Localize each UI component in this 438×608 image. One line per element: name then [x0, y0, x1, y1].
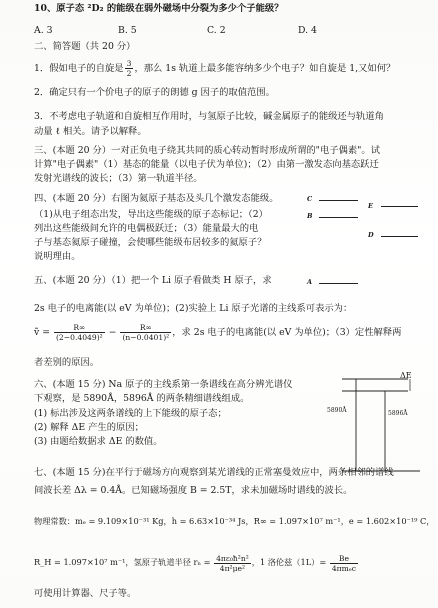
section2-q2: 2．确定只有一个价电子的原子的朗德 g 因子的取值范围。 — [34, 87, 275, 98]
level-line-b — [319, 217, 358, 218]
term2-denominator: (n−0.0401)² — [122, 333, 170, 342]
section7-line1: 七、(本题 15 分)在平行于磁场方向观察到某光谱线的正常塞曼效应中，两条相邻的谱线 — [34, 467, 394, 478]
level-label-d: D — [368, 231, 374, 239]
section6-line1: 六、(本题 15 分) Na 原子的主线系第一条谱线在高分辨光谱仪 — [34, 379, 293, 390]
orbit-radius-fraction — [214, 554, 251, 573]
spin-fraction — [125, 59, 134, 78]
orbit-radius-numerator: 4πε₀ħ²n² — [216, 553, 249, 563]
spin-fraction-denominator: 2 — [126, 69, 132, 78]
section2-q1-text-a: 1．假如电子的自旋是 — [34, 63, 124, 74]
constants-line1: 物理常数：mₑ = 9.109×10⁻³¹ Kg，h = 6.63×10⁻³⁴ Js，R∞ = 1.097×10⁷ m⁻¹，e = 1.602×10⁻¹⁹ C， — [34, 516, 435, 526]
level-line-e — [381, 206, 418, 207]
wavenumber-symbol: ṽ = — [34, 327, 50, 338]
level-line-d — [381, 236, 418, 237]
section6-line4: (2) 解释 ΔE 产生的原因； — [34, 422, 144, 433]
section3-line1: 三、(本题 20 分）一对正负电子绕其共同的质心转动暂时形成所谓的"电子偶素"。试 — [34, 145, 381, 156]
lithium-series-formula — [34, 323, 401, 343]
constants-line2 — [34, 552, 359, 573]
level-label-c: C — [307, 195, 313, 203]
section6-line3: (1) 标出涉及这两条谱线的上下能级的原子态； — [34, 408, 227, 419]
orbit-radius-denominator: 4π²μe² — [219, 563, 246, 573]
q10-stem-line — [34, 2, 283, 15]
level-label-a: A — [307, 278, 313, 286]
section5-line4: 者差别的原因。 — [34, 357, 100, 368]
delta-e-label: ΔE — [400, 371, 412, 380]
level-label-b: B — [307, 212, 313, 220]
section5-line1: 五、(本题 20 分）（1）把一个 Li 原子看做类 H 原子，求 — [34, 275, 272, 286]
section2-q3-line2: 动量 ℓ 相关。请予以解释。 — [34, 126, 147, 137]
section3-line3: 发射光谱线的波长；（3）第一轨道半径。 — [34, 173, 203, 184]
q10-option-a: A. 3 — [34, 25, 53, 36]
section7-line2: 间波长差 Δλ = 0.4Å。已知磁场强度 B = 2.5T，求未加磁场时谱线的波长。 — [34, 485, 353, 496]
tools-note: 可使用计算器、尺子等。 — [34, 588, 137, 599]
q10-option-d: D. 4 — [298, 25, 317, 36]
level-label-e: E — [368, 202, 373, 210]
section2-q3-line1: 3．不考虑电子轨道和自旋相互作用时，与氢原子比较，碱金属原子的能级还与轨道角 — [34, 111, 384, 122]
term-fraction-1 — [54, 323, 105, 342]
lorentz-numerator: Be — [330, 554, 358, 564]
sodium-diagram-lines — [340, 374, 426, 476]
section4-line2: （1)从电子组态出发，导出这些能级的原子态标记；（2） — [34, 209, 268, 220]
section4-line3: 列出这些能级间允许的电偶极跃迁；（3）能量最大的电 — [34, 223, 259, 234]
section2-q1 — [34, 59, 395, 78]
minus-sign: − — [108, 327, 117, 338]
term2-numerator: R∞ — [120, 323, 171, 333]
wavelength-5890-label: 5890Å — [327, 407, 347, 414]
q10-number: 10、 — [34, 3, 57, 14]
term1-denominator: (2−0.4049)² — [55, 333, 103, 342]
section4-line1: 四、(本题 20 分）右图为氦原子基态及头几个激发态能级。 — [34, 193, 279, 204]
section2-heading: 二、简答题（共 20 分） — [34, 41, 136, 52]
level-line-a — [319, 283, 358, 284]
section6-line2: 下观察，是 5890Å，5896Å 的两条精细谱线组成。 — [34, 393, 250, 404]
wavelength-5896-label: 5896Å — [388, 410, 408, 417]
section2-q1-text-b: ，那么 1s 轨道上最多能容纳多少个电子？如自旋是 1,又如何？ — [134, 63, 396, 74]
lorentz-unit-fraction — [330, 554, 358, 573]
section4-line5: 说明理由。 — [34, 251, 81, 262]
spin-fraction-numerator: 3 — [126, 59, 132, 68]
q10-stem: 原子态 ²D₂ 的能级在弱外磁场中分裂为多少个子能级？ — [56, 3, 284, 14]
section4-line4: 子与基态氦原子碰撞，会使哪些能级布居较多的氦原子？ — [34, 237, 267, 248]
q10-option-c: C. 2 — [207, 25, 226, 36]
q10-option-b: B. 5 — [118, 25, 137, 36]
section3-line2: 计算"电子偶素"（1）基态的能量（以电子伏为单位)；（2）由第一激发态向基态跃迁 — [34, 159, 379, 170]
section6-line5: (3) 由题给数据求 ΔE 的数值。 — [34, 436, 163, 447]
lorentz-unit-text: ，1 洛伦兹（1L）= — [251, 557, 327, 567]
level-line-c — [319, 200, 358, 201]
section5-line2: 2s 电子的电离能(以 eV 为单位)；(2)实验上 Li 原子光谱的主线系可表示为： — [34, 303, 353, 314]
term1-numerator: R∞ — [54, 323, 105, 333]
orbit-radius-symbol: rₙ = — [193, 557, 211, 567]
lorentz-denominator: 4πmₑc — [331, 563, 357, 573]
rydberg-hydrogen-text: R_H = 1.097×10⁷ m⁻¹，氢原子轨道半径 — [34, 557, 191, 567]
section5-line3-tail: ，求 2s 电子的电离能(以 eV 为单位)；（3）定性解释两 — [172, 327, 402, 338]
term-fraction-2 — [120, 323, 171, 342]
